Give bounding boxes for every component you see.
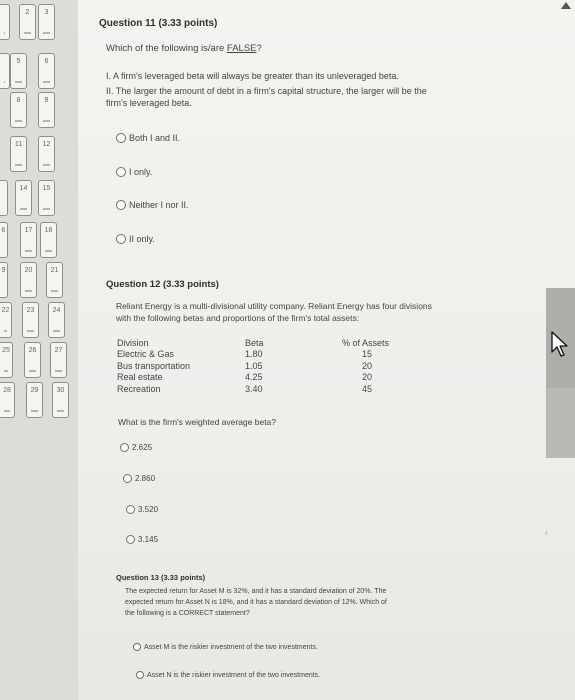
q11-option-d[interactable] [116, 234, 155, 244]
question-nav-partial[interactable]: 28 [0, 382, 15, 418]
table-cell: 3.40 [245, 383, 263, 394]
decorative-mark-icon: ‹ [545, 527, 548, 537]
vertical-scrollbar[interactable] [546, 288, 575, 458]
question-nav-button[interactable]: 14 [15, 180, 32, 216]
question-nav-button[interactable]: 24 [48, 302, 65, 338]
q13-option-b[interactable] [136, 671, 320, 679]
radio-button[interactable] [116, 234, 126, 244]
table-cell: 45 [362, 383, 373, 394]
question-11-prompt [106, 43, 262, 55]
option-label: Neither I nor II. [129, 200, 189, 210]
question-nav-button[interactable]: 2 [19, 4, 36, 40]
q13-option-a[interactable] [133, 643, 318, 651]
question-nav-button[interactable]: 17 [20, 222, 37, 258]
question-nav-partial[interactable]: 9 [0, 262, 8, 298]
option-label: 2.625 [132, 443, 153, 452]
question-nav-button[interactable]: 8 [10, 92, 27, 128]
prompt-text: ? [256, 43, 262, 54]
table-cell: 15 [362, 349, 373, 360]
option-label: Asset N is the riskier investment of the two investments. [147, 671, 321, 679]
question-12-prompt-1: Reliant Energy is a multi-divisional utility company. Reliant Energy has four divisions [116, 301, 432, 311]
q11-option-b[interactable] [116, 167, 152, 177]
table-cell: Real estate [117, 372, 163, 383]
table-cell: 1.05 [245, 360, 263, 371]
question-nav-partial[interactable] [0, 180, 8, 216]
table-header: % of Assets [342, 337, 390, 348]
question-nav-button[interactable]: 6 [38, 53, 55, 89]
question-nav-button[interactable]: 27 [50, 342, 67, 378]
question-13-prompt-3: the following is a CORRECT statement? [125, 610, 250, 617]
radio-button[interactable] [116, 200, 126, 210]
prompt-text: Which of the following is/are [106, 43, 227, 54]
question-nav-button[interactable]: 20 [20, 262, 37, 298]
q12-option-a[interactable] [120, 443, 152, 452]
radio-button[interactable] [116, 167, 126, 177]
table-cell: Recreation [117, 383, 161, 394]
question-12-title: Question 12 (3.33 points) [106, 279, 219, 290]
question-11-statement-2-cont: firm's leveraged beta. [106, 98, 192, 108]
table-row [117, 383, 389, 395]
radio-button[interactable] [126, 505, 135, 514]
question-nav-button[interactable]: 21 [46, 262, 63, 298]
question-nav-partial[interactable]: 25 [0, 342, 13, 378]
table-cell: 4.25 [245, 372, 263, 383]
table-cell: 20 [362, 360, 373, 371]
question-nav-button[interactable]: 15 [38, 180, 55, 216]
question-13-prompt-2: expected return for Asset N is 18%, and it has a standard deviation of 12%. Which of [125, 599, 387, 606]
question-navigator [0, 0, 78, 700]
q12-option-c[interactable] [126, 505, 158, 514]
table-row [117, 360, 389, 372]
option-label: 3.145 [138, 535, 159, 544]
q12-option-d[interactable] [126, 535, 158, 544]
question-nav-partial[interactable]: 22 [0, 302, 12, 338]
question-nav-button[interactable]: 30 [52, 382, 69, 418]
radio-button[interactable] [123, 474, 132, 483]
question-13-prompt-1: The expected return for Asset M is 32%, and it has a standard deviation of 20%. The [125, 588, 387, 595]
table-row [117, 372, 389, 384]
q11-option-c[interactable] [116, 200, 189, 210]
question-nav-button[interactable]: 11 [10, 136, 27, 172]
question-12-question: What is the firm's weighted average beta? [118, 417, 277, 427]
prompt-emphasis: FALSE [226, 43, 257, 54]
option-label: Asset M is the riskier investment of the two investments. [144, 643, 318, 651]
question-11-title: Question 11 (3.33 points) [99, 18, 218, 29]
scroll-up-arrow-icon[interactable] [561, 2, 571, 9]
question-nav-button[interactable]: 3 [38, 4, 55, 40]
table-cell: 1.80 [245, 349, 263, 360]
option-label: I only. [129, 167, 153, 177]
option-label: Both I and II. [129, 133, 181, 143]
question-nav-button[interactable]: 9 [38, 92, 55, 128]
question-content [78, 0, 575, 700]
radio-button[interactable] [126, 535, 135, 544]
division-beta-table [117, 337, 389, 395]
question-nav-button[interactable]: 29 [26, 382, 43, 418]
radio-button[interactable] [136, 671, 144, 679]
mouse-cursor-icon [550, 330, 570, 358]
question-nav-partial[interactable] [0, 4, 10, 40]
question-nav-partial[interactable] [0, 53, 10, 89]
option-label: II only. [129, 234, 155, 244]
question-nav-button[interactable]: 26 [24, 342, 41, 378]
question-11-statement-2: II. The larger the amount of debt in a firm's capital structure, the larger will be the [106, 86, 427, 96]
table-cell: Bus transportation [117, 360, 191, 371]
table-header: Beta [245, 337, 264, 348]
option-label: 2.860 [135, 474, 156, 483]
q12-option-b[interactable] [123, 474, 155, 483]
table-cell: Electric & Gas [117, 349, 175, 360]
option-label: 3.520 [138, 505, 159, 514]
q11-option-a[interactable] [116, 133, 180, 143]
question-11-statement-1: I. A firm's leveraged beta will always be greater than its unleveraged beta. [106, 71, 399, 81]
question-13-title: Question 13 (3.33 points) [116, 573, 206, 582]
question-nav-button[interactable]: 23 [22, 302, 39, 338]
table-header-row [117, 337, 389, 349]
radio-button[interactable] [120, 443, 129, 452]
question-nav-button[interactable]: 5 [10, 53, 27, 89]
table-row [117, 349, 389, 361]
question-nav-button[interactable]: 12 [38, 136, 55, 172]
radio-button[interactable] [133, 643, 141, 651]
table-cell: 20 [362, 372, 373, 383]
table-header: Division [117, 337, 149, 348]
question-nav-partial[interactable]: 6 [0, 222, 8, 258]
question-nav-button[interactable]: 18 [40, 222, 57, 258]
radio-button[interactable] [116, 133, 126, 143]
question-12-prompt-2: with the following betas and proportions of the firm's total assets: [116, 313, 360, 323]
